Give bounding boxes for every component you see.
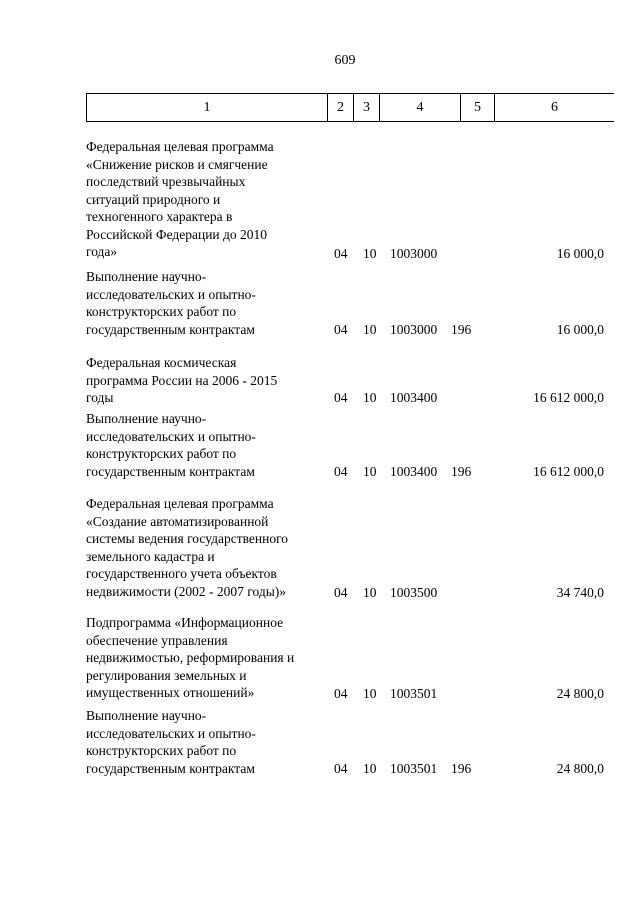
header-col-2: 2: [328, 94, 354, 122]
cell-subsection: 10: [363, 760, 377, 776]
name-line: государственным контрактам: [86, 321, 255, 337]
cell-subsection: 10: [363, 321, 377, 337]
cell-amount: 24 800,0: [556, 760, 604, 776]
name-line: Подпрограмма «Информационное: [86, 615, 284, 630]
cell-section: 04: [334, 584, 348, 600]
row-name: [86, 410, 331, 480]
name-line: Федеральная целевая программа: [86, 139, 274, 154]
cell-amount: 34 740,0: [556, 584, 604, 600]
cell-section: 04: [334, 463, 348, 479]
header-col-4: 4: [380, 94, 461, 122]
cell-subsection: 10: [363, 245, 377, 261]
cell-section: 04: [334, 245, 348, 261]
name-line: техногенного характера в: [86, 209, 233, 224]
row-name: [86, 614, 331, 702]
table-row: [86, 354, 608, 406]
header-col-3: 3: [354, 94, 380, 122]
cell-target-code: 1003000: [390, 321, 438, 337]
row-name: [86, 707, 331, 777]
name-line: недвижимостью, реформирования и: [86, 650, 295, 665]
header-col-1: 1: [87, 94, 328, 122]
cell-section: 04: [334, 321, 348, 337]
cell-target-code: 1003501: [390, 760, 438, 776]
row-name: [86, 495, 331, 600]
name-line: последствий чрезвычайных: [86, 174, 246, 189]
name-line: программа России на 2006 - 2015: [86, 372, 278, 388]
cell-subsection: 10: [363, 389, 377, 405]
cell-subsection: 10: [363, 463, 377, 479]
name-line: регулирования земельных и: [86, 667, 247, 683]
cell-expense-type: 196: [451, 760, 472, 776]
header-col-5: 5: [461, 94, 495, 122]
name-line: обеспечение управления: [86, 632, 228, 648]
name-line: системы ведения государственного: [86, 531, 289, 546]
name-line: государственного учета объектов: [86, 566, 277, 581]
name-line: имущественных отношений»: [86, 685, 255, 700]
name-line: года»: [86, 244, 118, 259]
name-line: недвижимости (2002 - 2007 годы)»: [86, 583, 287, 599]
name-line: «Снижение рисков и смягчение: [86, 156, 268, 172]
table-row: [86, 495, 608, 601]
cell-target-code: 1003400: [390, 463, 438, 479]
page-number: 609: [334, 53, 356, 68]
cell-subsection: 10: [363, 584, 377, 600]
table-row: [86, 707, 608, 777]
name-line: «Создание автоматизированной: [86, 513, 269, 529]
name-line: Федеральная целевая программа: [86, 496, 274, 511]
cell-subsection: 10: [363, 685, 377, 701]
cell-target-code: 1003501: [390, 685, 438, 701]
name-line: конструкторских работ по: [86, 446, 237, 461]
table-row: [86, 410, 608, 480]
table-header: [86, 93, 614, 122]
name-line: государственным контрактам: [86, 760, 255, 776]
name-line: Федеральная космическая: [86, 355, 237, 370]
table-row: [86, 138, 608, 262]
name-line: Российской Федерации до 2010: [86, 226, 268, 242]
cell-amount: 24 800,0: [556, 685, 604, 701]
name-line: ситуаций природного и: [86, 191, 221, 207]
name-line: земельного кадастра и: [86, 548, 215, 564]
row-name: [86, 354, 331, 407]
cell-section: 04: [334, 685, 348, 701]
name-line: исследовательских и опытно-: [86, 428, 256, 444]
table-row: [86, 268, 608, 338]
cell-target-code: 1003500: [390, 584, 438, 600]
cell-section: 04: [334, 760, 348, 776]
name-line: государственным контрактам: [86, 463, 255, 479]
name-line: конструкторских работ по: [86, 304, 237, 319]
row-name: [86, 268, 331, 338]
name-line: исследовательских и опытно-: [86, 725, 256, 741]
cell-section: 04: [334, 389, 348, 405]
name-line: Выполнение научно-: [86, 708, 207, 723]
cell-amount: 16 612 000,0: [533, 463, 604, 479]
table-row: [86, 614, 608, 702]
cell-amount: 16 000,0: [556, 321, 604, 337]
cell-amount: 16 612 000,0: [533, 389, 604, 405]
cell-expense-type: 196: [451, 321, 472, 337]
cell-target-code: 1003400: [390, 389, 438, 405]
name-line: годы: [86, 390, 114, 405]
name-line: Выполнение научно-: [86, 269, 207, 284]
name-line: конструкторских работ по: [86, 743, 237, 758]
row-name: [86, 138, 331, 261]
cell-expense-type: 196: [451, 463, 472, 479]
cell-target-code: 1003000: [390, 245, 438, 261]
cell-amount: 16 000,0: [556, 245, 604, 261]
name-line: исследовательских и опытно-: [86, 286, 256, 302]
header-col-6: 6: [495, 94, 615, 122]
name-line: Выполнение научно-: [86, 411, 207, 426]
